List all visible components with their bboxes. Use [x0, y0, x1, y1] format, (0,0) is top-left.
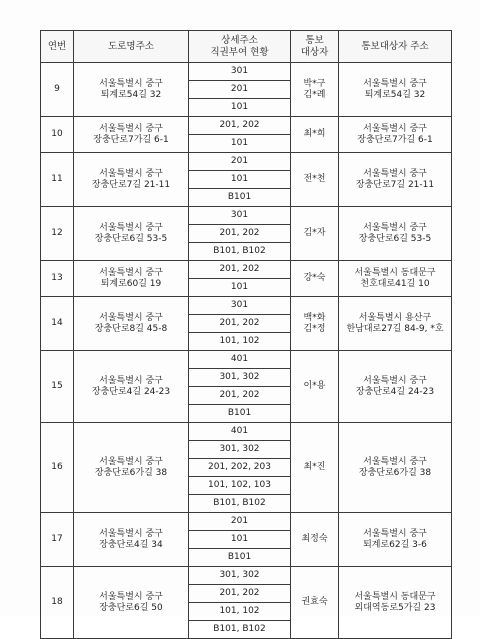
detail-address: 201, 202	[189, 117, 291, 135]
detail-address: 101	[189, 99, 291, 117]
detail-address: 201	[189, 81, 291, 99]
target-address-line: 장충단로6가길 38	[358, 467, 432, 478]
row-number: 13	[41, 261, 74, 297]
table-body	[41, 63, 452, 639]
target-address-line: 서울특별시 중구	[363, 168, 427, 179]
header-road-address: 도로명주소	[74, 31, 189, 63]
notification-table	[40, 30, 452, 639]
detail-address: 301	[189, 207, 291, 225]
detail-address: 301, 302	[189, 369, 291, 387]
notification-target	[291, 423, 339, 513]
road-address-line: 서울특별시 중구	[99, 375, 163, 386]
table-row	[41, 513, 452, 531]
road-address	[74, 351, 189, 423]
detail-address: 201, 202	[189, 315, 291, 333]
table-row	[41, 297, 452, 315]
target-address-line: 서울특별시 중구	[363, 78, 427, 89]
detail-address: 301, 302	[189, 567, 291, 585]
detail-address: 101	[189, 279, 291, 297]
detail-address: B101, B102	[189, 621, 291, 639]
row-number: 15	[41, 351, 74, 423]
row-number: 9	[41, 63, 74, 117]
road-address	[74, 63, 189, 117]
target-address-line: 서울특별시 동대문구	[354, 267, 436, 278]
detail-address: 401	[189, 423, 291, 441]
road-address-line: 서울특별시 중구	[99, 222, 163, 233]
road-address-line: 장충단로7길 21-11	[91, 179, 171, 190]
target-name: 이*용	[303, 381, 326, 392]
target-address-line: 서울특별시 중구	[363, 222, 427, 233]
road-address	[74, 297, 189, 351]
target-address-line: 장충단로7가길 6-1	[357, 134, 433, 145]
detail-address: 101, 102	[189, 333, 291, 351]
notification-target	[291, 261, 339, 297]
road-address-line: 서울특별시 중구	[99, 456, 163, 467]
target-address-line: 서울특별시 중구	[363, 375, 427, 386]
road-address-line: 장충단로7가길 6-1	[93, 134, 169, 145]
target-name: 김*정	[303, 323, 326, 334]
detail-address: 101	[189, 171, 291, 189]
notification-target	[291, 351, 339, 423]
detail-address: B101	[189, 405, 291, 423]
header-target-line1: 통보	[305, 35, 324, 47]
road-address-line: 장충단로8길 45-8	[94, 323, 168, 334]
target-address	[339, 351, 452, 423]
row-number: 11	[41, 153, 74, 207]
road-address	[74, 117, 189, 153]
table-row	[41, 207, 452, 225]
detail-address: 401	[189, 351, 291, 369]
detail-address: 101	[189, 531, 291, 549]
target-address-line: 서울특별시 용산구	[358, 312, 432, 323]
header-target	[291, 31, 339, 63]
road-address-line: 장충단로4길 34	[99, 539, 163, 550]
header-target-line2: 대상자	[300, 46, 329, 58]
detail-address: 101	[189, 135, 291, 153]
detail-address: 201, 202, 203	[189, 459, 291, 477]
target-address	[339, 117, 452, 153]
target-address	[339, 513, 452, 567]
road-address-line: 장충단로6길 53-5	[94, 233, 168, 244]
target-address	[339, 153, 452, 207]
road-address-line: 장충단로4길 24-23	[91, 386, 171, 397]
road-address	[74, 423, 189, 513]
target-address-line: 외대역동로5가길 23	[354, 602, 436, 613]
detail-address: 201	[189, 513, 291, 531]
notification-target	[291, 63, 339, 117]
detail-address: 201, 202	[189, 585, 291, 603]
detail-address: 201, 202	[189, 387, 291, 405]
target-address	[339, 423, 452, 513]
target-address-line: 서울특별시 중구	[363, 456, 427, 467]
detail-address: 201, 202	[189, 225, 291, 243]
table-row	[41, 63, 452, 81]
target-address	[339, 261, 452, 297]
notification-target	[291, 153, 339, 207]
target-address	[339, 567, 452, 639]
road-address-line: 장충단로6가길 38	[94, 467, 168, 478]
row-number: 12	[41, 207, 74, 261]
road-address-line: 서울특별시 중구	[99, 528, 163, 539]
notification-target	[291, 117, 339, 153]
detail-address: B101	[189, 189, 291, 207]
notification-target	[291, 297, 339, 351]
detail-address: 101, 102	[189, 603, 291, 621]
target-name: 권효숙	[301, 597, 328, 608]
table-row	[41, 567, 452, 585]
table-row	[41, 351, 452, 369]
detail-address: 301, 302	[189, 441, 291, 459]
detail-address: 301	[189, 297, 291, 315]
detail-address: B101, B102	[189, 243, 291, 261]
road-address-line: 서울특별시 중구	[99, 312, 163, 323]
road-address-line: 서울특별시 중구	[99, 78, 163, 89]
detail-address: B101	[189, 549, 291, 567]
target-address	[339, 63, 452, 117]
road-address-line: 퇴계로54길 32	[100, 89, 162, 100]
row-number: 14	[41, 297, 74, 351]
road-address-line: 퇴계로60길 19	[100, 278, 162, 289]
detail-address: B101, B102	[189, 495, 291, 513]
target-address-line: 한남대로27길 84-9, *호	[346, 323, 444, 334]
header-detail-line1: 상세주소	[221, 35, 258, 47]
target-name: 전*천	[303, 174, 326, 185]
header-row	[41, 31, 452, 63]
target-name: 최*희	[303, 129, 326, 140]
target-address-line: 서울특별시 동대문구	[354, 591, 436, 602]
target-name: 강*숙	[303, 273, 326, 284]
detail-address: 101, 102, 103	[189, 477, 291, 495]
target-name: 김*자	[303, 228, 326, 239]
target-address-line: 서울특별시 중구	[363, 528, 427, 539]
notification-target	[291, 207, 339, 261]
table-row	[41, 117, 452, 135]
row-number: 10	[41, 117, 74, 153]
road-address	[74, 207, 189, 261]
notification-target	[291, 513, 339, 567]
road-address	[74, 567, 189, 639]
target-name: 백*화	[303, 312, 326, 323]
header-target-address: 통보대상자 주소	[339, 31, 452, 63]
row-number: 17	[41, 513, 74, 567]
target-address-line: 장충단로7길 21-11	[355, 179, 435, 190]
header-no: 연번	[41, 31, 74, 63]
row-number: 18	[41, 567, 74, 639]
road-address-line: 서울특별시 중구	[99, 123, 163, 134]
road-address-line: 서울특별시 중구	[99, 168, 163, 179]
road-address	[74, 153, 189, 207]
detail-address: 301	[189, 63, 291, 81]
target-address-line: 천호대로41길 10	[360, 278, 430, 289]
target-address-line: 퇴계로54길 32	[364, 89, 426, 100]
table-row	[41, 153, 452, 171]
road-address-line: 서울특별시 중구	[99, 267, 163, 278]
target-name: 최정숙	[301, 534, 328, 545]
target-address-line: 장충단로4길 24-23	[355, 386, 435, 397]
target-address-line: 장충단로6길 53-5	[358, 233, 432, 244]
target-address-line: 퇴계로62길 3-6	[363, 539, 427, 550]
road-address-line: 장충단로6길 50	[99, 602, 163, 613]
table-row	[41, 261, 452, 279]
road-address	[74, 513, 189, 567]
notification-target	[291, 567, 339, 639]
detail-address: 201	[189, 153, 291, 171]
target-address-line: 서울특별시 중구	[363, 123, 427, 134]
target-name: 최*진	[303, 462, 326, 473]
road-address	[74, 261, 189, 297]
target-address	[339, 207, 452, 261]
table-row	[41, 423, 452, 441]
road-address-line: 서울특별시 중구	[99, 591, 163, 602]
detail-address: 201, 202	[189, 261, 291, 279]
target-name: 박*구	[303, 78, 326, 89]
header-detail-address	[189, 31, 291, 63]
row-number: 16	[41, 423, 74, 513]
target-name: 김*례	[303, 89, 326, 100]
target-address	[339, 297, 452, 351]
header-detail-line2: 직권부여 현황	[210, 46, 269, 58]
